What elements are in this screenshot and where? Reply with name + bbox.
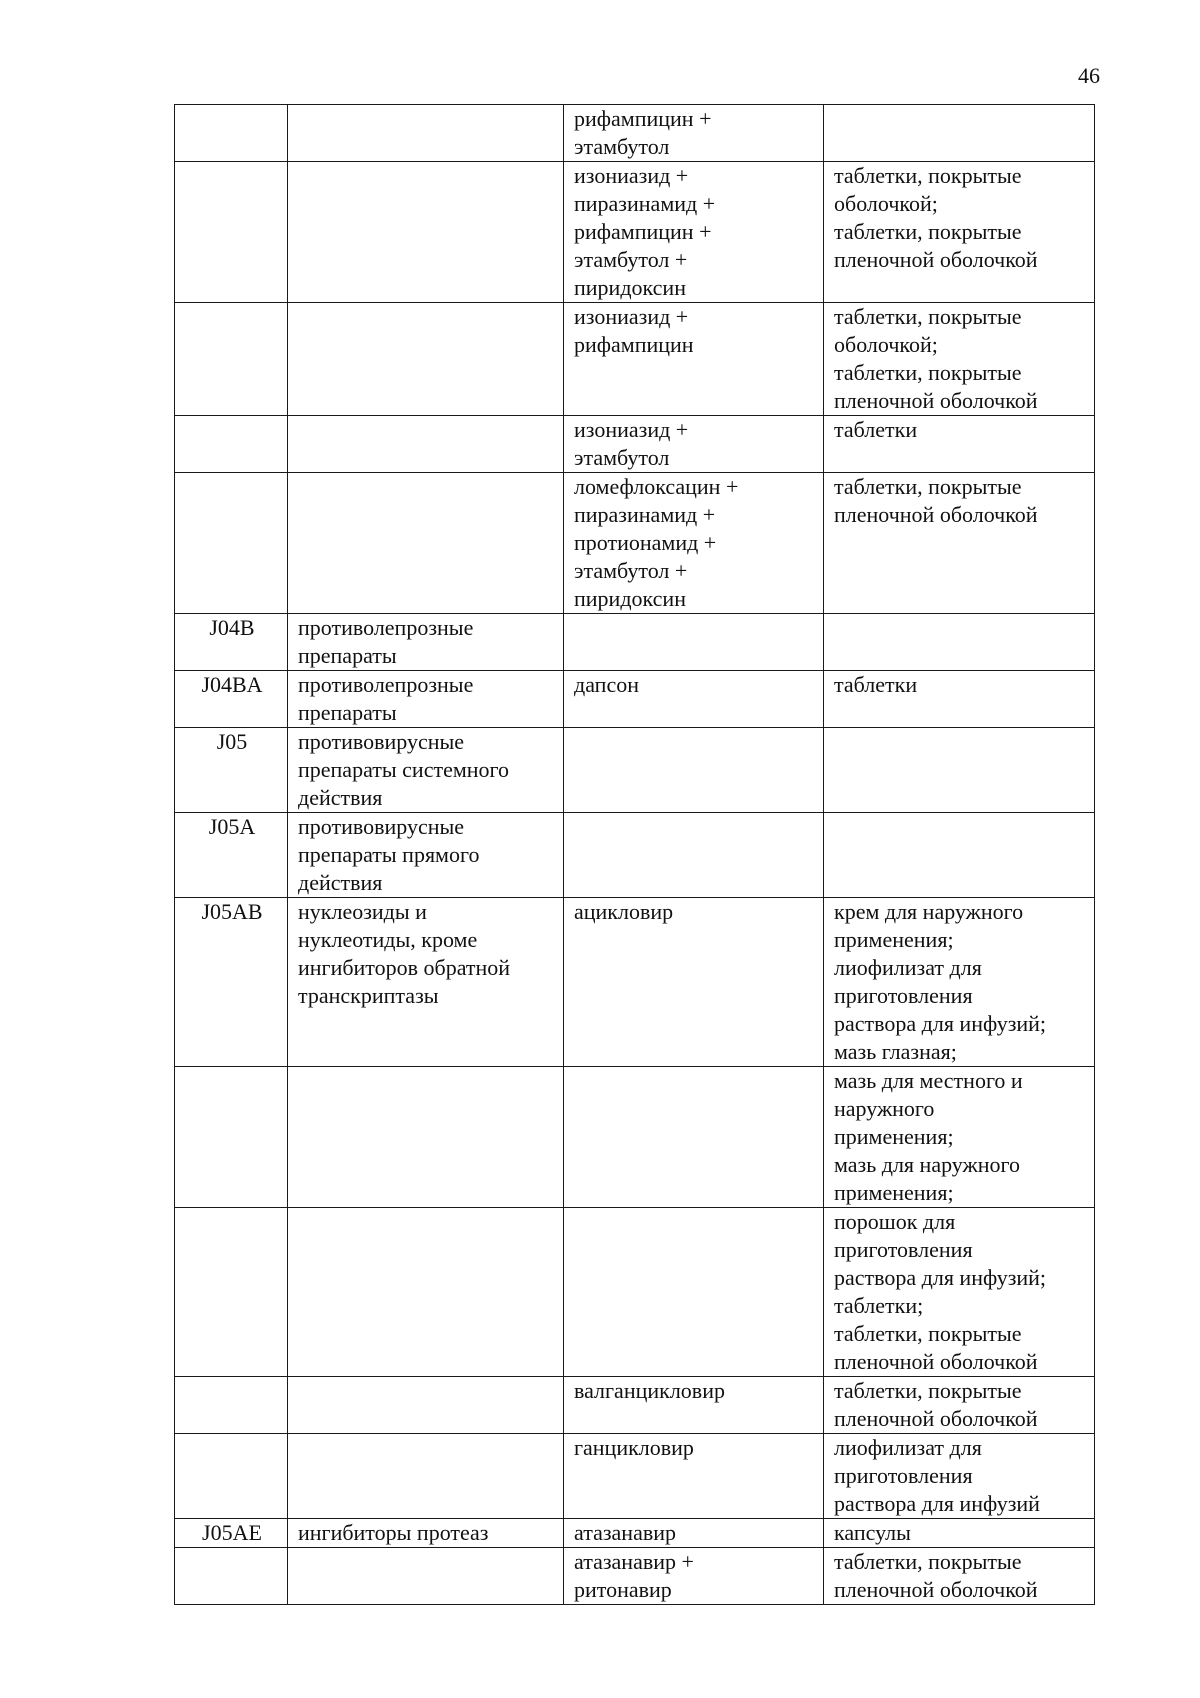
cell-text-line: оболочкой; — [834, 332, 938, 357]
cell-text-line: мазь для наружного — [834, 1152, 1020, 1177]
table-row — [175, 671, 1095, 728]
cell-text-line: препараты системного — [298, 757, 510, 782]
dosage-forms-cell — [824, 416, 1095, 473]
cell-text-line: пиразинамид + — [574, 502, 716, 527]
cell-text-line: противолепрозные — [298, 672, 474, 697]
cell-text-line: порошок для — [834, 1209, 956, 1234]
table-row — [175, 614, 1095, 671]
substance-cell — [564, 614, 824, 671]
atc-group-cell — [288, 162, 564, 303]
cell-text-line: таблетки, покрытые — [834, 1549, 1022, 1574]
substance-cell — [564, 162, 824, 303]
cell-text-line: этамбутол + — [574, 247, 688, 272]
substance-cell — [564, 1377, 824, 1434]
cell-text-line: оболочкой; — [834, 191, 938, 216]
table-row — [175, 473, 1095, 614]
substance-cell — [564, 416, 824, 473]
atc-code-cell — [175, 1434, 288, 1519]
dosage-forms-cell — [824, 671, 1095, 728]
table-row — [175, 1067, 1095, 1208]
cell-text-line: таблетки, покрытые — [834, 360, 1022, 385]
cell-text-line: противовирусные — [298, 814, 465, 839]
dosage-forms-cell — [824, 614, 1095, 671]
cell-text-line: изониазид + — [574, 417, 689, 442]
table-row — [175, 1208, 1095, 1377]
cell-text-line: рифампицин + — [574, 219, 712, 244]
cell-text-line: приготовления — [834, 1237, 973, 1262]
atc-group-cell — [288, 1067, 564, 1208]
cell-text-line: таблетки — [834, 417, 918, 442]
cell-text-line: препараты — [298, 643, 397, 668]
cell-text-line: пиридоксин — [574, 586, 686, 611]
table-row — [175, 416, 1095, 473]
cell-text-line: приготовления — [834, 1463, 973, 1488]
atc-code-cell — [175, 303, 288, 416]
cell-text-line: таблетки — [834, 672, 918, 697]
cell-text-line: мазь для местного и — [834, 1068, 1023, 1093]
cell-text-line: действия — [298, 870, 383, 895]
dosage-forms-cell — [824, 813, 1095, 898]
atc-group-cell — [288, 303, 564, 416]
atc-group-cell — [288, 473, 564, 614]
dosage-forms-cell — [824, 1067, 1095, 1208]
cell-text-line: препараты прямого — [298, 842, 480, 867]
cell-text-line: ингибиторов обратной — [298, 955, 511, 980]
substance-cell — [564, 1208, 824, 1377]
table-body — [175, 105, 1095, 1605]
cell-text-line: этамбутол — [574, 445, 670, 470]
table-row — [175, 1434, 1095, 1519]
substance-cell — [564, 303, 824, 416]
cell-text-line: капсулы — [834, 1520, 911, 1545]
cell-text-line: валганцикловир — [574, 1378, 725, 1403]
atc-group-cell — [288, 1434, 564, 1519]
cell-text-line: раствора для инфузий — [834, 1491, 1040, 1516]
cell-text-line: ломефлоксацин + — [574, 474, 739, 499]
atc-group-cell — [288, 416, 564, 473]
cell-text-line: противолепрозные — [298, 615, 474, 640]
table-row — [175, 1548, 1095, 1605]
substance-cell — [564, 1519, 824, 1548]
dosage-forms-cell — [824, 1519, 1095, 1548]
cell-text-line: применения; — [834, 927, 954, 952]
substance-cell — [564, 813, 824, 898]
cell-text-line: применения; — [834, 1124, 954, 1149]
atc-group-cell — [288, 1548, 564, 1605]
atc-code-cell: J05 — [175, 728, 288, 813]
cell-text-line: таблетки, покрытые — [834, 474, 1022, 499]
atc-code-cell — [175, 1067, 288, 1208]
page-number: 46 — [1078, 63, 1100, 88]
cell-text-line: дапсон — [574, 672, 639, 697]
table-row — [175, 303, 1095, 416]
atc-code-cell — [175, 473, 288, 614]
cell-text-line: нуклеотиды, кроме — [298, 927, 478, 952]
substance-cell — [564, 728, 824, 813]
atc-code-cell — [175, 1548, 288, 1605]
atc-code-cell — [175, 105, 288, 162]
atc-group-cell — [288, 898, 564, 1067]
dosage-forms-cell — [824, 1208, 1095, 1377]
table-row — [175, 898, 1095, 1067]
atc-code-cell — [175, 416, 288, 473]
cell-text-line: изониазид + — [574, 163, 689, 188]
cell-text-line: пиридоксин — [574, 275, 686, 300]
cell-text-line: пленочной оболочкой — [834, 1349, 1038, 1374]
substance-cell — [564, 671, 824, 728]
table-row — [175, 728, 1095, 813]
atc-code-cell: J04BA — [175, 671, 288, 728]
cell-text-line: рифампицин + — [574, 106, 712, 131]
cell-text-line: нуклеозиды и — [298, 899, 427, 924]
atc-code-cell: J05A — [175, 813, 288, 898]
cell-text-line: таблетки, покрытые — [834, 1378, 1022, 1403]
cell-text-line: ацикловир — [574, 899, 674, 924]
atc-group-cell — [288, 728, 564, 813]
cell-text-line: таблетки, покрытые — [834, 1321, 1022, 1346]
cell-text-line: препараты — [298, 700, 397, 725]
cell-text-line: раствора для инфузий; — [834, 1265, 1047, 1290]
atc-code-cell: J04B — [175, 614, 288, 671]
table-row — [175, 105, 1095, 162]
substance-cell — [564, 1548, 824, 1605]
dosage-forms-cell — [824, 162, 1095, 303]
cell-text-line: ганцикловир — [574, 1435, 694, 1460]
dosage-forms-cell — [824, 105, 1095, 162]
cell-text-line: транскриптазы — [298, 983, 439, 1008]
cell-text-line: пленочной оболочкой — [834, 247, 1038, 272]
dosage-forms-cell — [824, 1548, 1095, 1605]
cell-text-line: атазанавир + — [574, 1549, 694, 1574]
cell-text-line: ритонавир — [574, 1577, 672, 1602]
atc-code-cell: J05AE — [175, 1519, 288, 1548]
atc-code-cell — [175, 162, 288, 303]
cell-text-line: пленочной оболочкой — [834, 388, 1038, 413]
substance-cell — [564, 1067, 824, 1208]
atc-code-cell — [175, 1377, 288, 1434]
atc-group-cell — [288, 1377, 564, 1434]
cell-text-line: протионамид + — [574, 530, 717, 555]
atc-group-cell — [288, 813, 564, 898]
substance-cell — [564, 105, 824, 162]
cell-text-line: пленочной оболочкой — [834, 502, 1038, 527]
cell-text-line: наружного — [834, 1096, 935, 1121]
drug-table — [174, 104, 1095, 1605]
cell-text-line: пленочной оболочкой — [834, 1577, 1038, 1602]
dosage-forms-cell — [824, 1434, 1095, 1519]
substance-cell — [564, 898, 824, 1067]
atc-code-cell: J05AB — [175, 898, 288, 1067]
cell-text-line: таблетки; — [834, 1293, 924, 1318]
cell-text-line: пиразинамид + — [574, 191, 716, 216]
cell-text-line: изониазид + — [574, 304, 689, 329]
cell-text-line: таблетки, покрытые — [834, 304, 1022, 329]
cell-text-line: мазь глазная; — [834, 1039, 957, 1064]
table-row — [175, 162, 1095, 303]
table-row — [175, 1519, 1095, 1548]
cell-text-line: действия — [298, 785, 383, 810]
cell-text-line: крем для наружного — [834, 899, 1024, 924]
cell-text-line: атазанавир — [574, 1520, 676, 1545]
cell-text-line: рифампицин — [574, 332, 694, 357]
cell-text-line: ингибиторы протеаз — [298, 1520, 489, 1545]
atc-group-cell — [288, 614, 564, 671]
dosage-forms-cell — [824, 303, 1095, 416]
cell-text-line: противовирусные — [298, 729, 465, 754]
atc-code-cell — [175, 1208, 288, 1377]
cell-text-line: таблетки, покрытые — [834, 163, 1022, 188]
cell-text-line: применения; — [834, 1180, 954, 1205]
dosage-forms-cell — [824, 898, 1095, 1067]
cell-text-line: раствора для инфузий; — [834, 1011, 1047, 1036]
cell-text-line: этамбутол + — [574, 558, 688, 583]
cell-text-line: таблетки, покрытые — [834, 219, 1022, 244]
table-row — [175, 1377, 1095, 1434]
cell-text-line: этамбутол — [574, 134, 670, 159]
cell-text-line: приготовления — [834, 983, 973, 1008]
atc-group-cell — [288, 671, 564, 728]
dosage-forms-cell — [824, 728, 1095, 813]
table-row — [175, 813, 1095, 898]
atc-group-cell — [288, 1208, 564, 1377]
cell-text-line: лиофилизат для — [834, 955, 982, 980]
substance-cell — [564, 1434, 824, 1519]
cell-text-line: пленочной оболочкой — [834, 1406, 1038, 1431]
dosage-forms-cell — [824, 473, 1095, 614]
atc-group-cell — [288, 1519, 564, 1548]
atc-group-cell — [288, 105, 564, 162]
dosage-forms-cell — [824, 1377, 1095, 1434]
cell-text-line: лиофилизат для — [834, 1435, 982, 1460]
substance-cell — [564, 473, 824, 614]
